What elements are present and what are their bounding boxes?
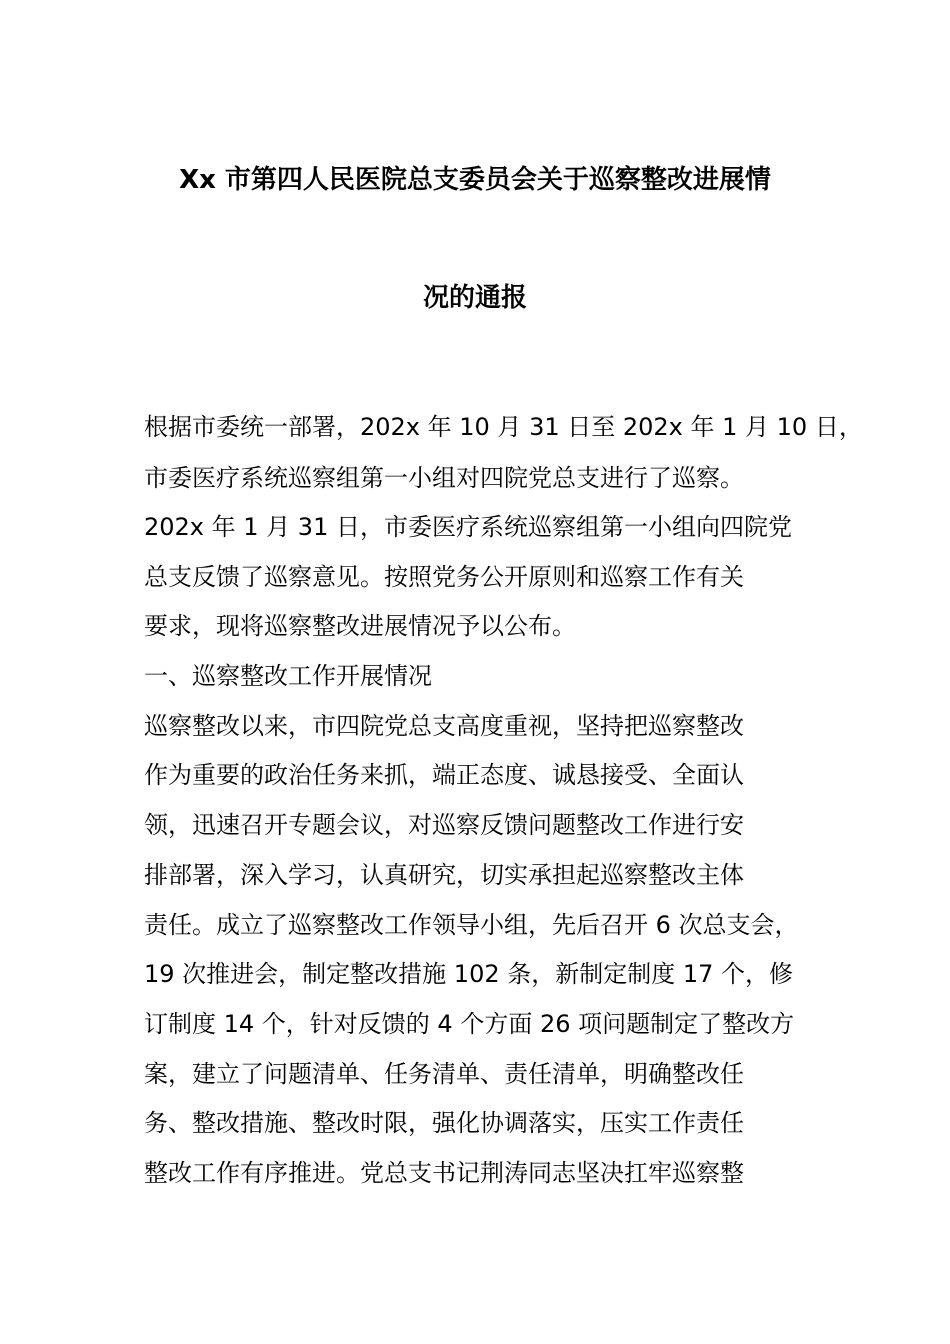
body-line: 巡察整改以来，市四院党总支高度重视，坚持把巡察整改: [144, 712, 744, 740]
body-line: 务、整改措施、整改时限，强化协调落实，压实工作责任: [144, 1109, 744, 1137]
section-heading: 一、巡察整改工作开展情况: [144, 662, 432, 690]
body-line: 领，迅速召开专题会议，对巡察反馈问题整改工作进行安: [144, 811, 744, 839]
document-title-line-1: Xx 市第四人民医院总支委员会关于巡察整改进展情: [179, 165, 771, 195]
body-line: 要求，现将巡察整改进展情况予以公布。: [144, 612, 576, 640]
body-line: 订制度 14 个，针对反馈的 4 个方面 26 项问题制定了整改方: [144, 1010, 795, 1038]
body-line: 整改工作有序推进。党总支书记荆涛同志坚决扛牢巡察整: [144, 1159, 744, 1187]
body-line: 总支反馈了巡察意见。按照党务公开原则和巡察工作有关: [144, 563, 744, 591]
body-line: 根据市委统一部署，202x 年 10 月 31 日至 202x 年 1 月 10 日，: [144, 413, 863, 441]
body-line: 作为重要的政治任务来抓，端正态度、诚恳接受、全面认: [144, 761, 744, 789]
body-line: 202x 年 1 月 31 日，市委医疗系统巡察组第一小组向四院党: [144, 513, 792, 541]
body-line: 案，建立了问题清单、任务清单、责任清单，明确整改任: [144, 1060, 744, 1088]
body-line: 19 次推进会，制定整改措施 102 条，新制定制度 17 个，修: [144, 960, 794, 988]
document-title-line-2: 况的通报: [422, 283, 527, 313]
body-line: 市委医疗系统巡察组第一小组对四院党总支进行了巡察。: [144, 464, 744, 492]
body-line: 责任。成立了巡察整改工作领导小组，先后召开 6 次总支会，: [144, 911, 799, 939]
body-line: 排部署，深入学习，认真研究，切实承担起巡察整改主体: [144, 861, 744, 889]
